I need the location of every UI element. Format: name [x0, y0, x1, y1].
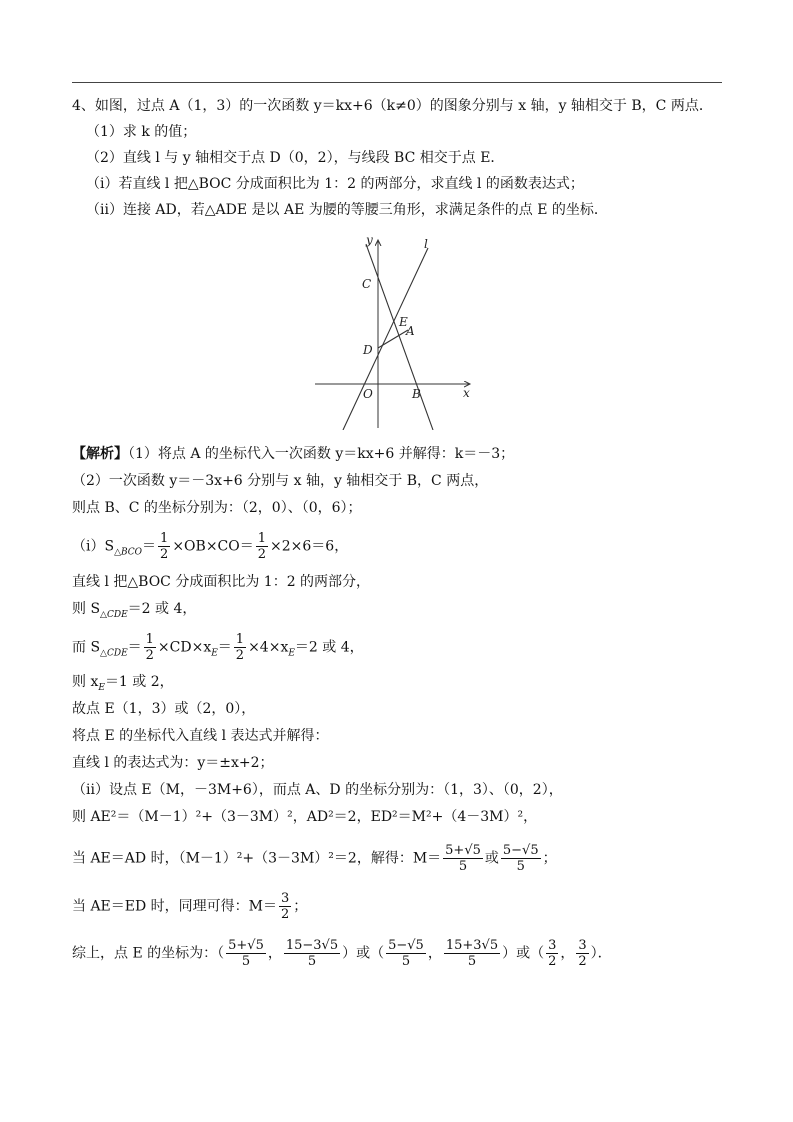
question-2: （2）直线 l 与 y 轴相交于点 D（0，2），与线段 BC 相交于点 E．: [86, 150, 505, 166]
header-rule: [72, 82, 722, 83]
problem-stem: 4、如图，过点 A（1，3）的一次函数 y＝kx+6（k≠0）的图象分别与 x 轴，y 轴相交于 B，C 两点．: [72, 98, 713, 114]
solution-line-5: 直线 l 把△BOC 分成面积比为 1：2 的两部分，: [72, 574, 371, 590]
solution-line-16: 综上，点 E 的坐标为：（ $\frac{5+√5}{5}$ ， $\frac{15-3√5}{5}$ ）或（ $\frac{5-√5}{5}$ ， $\frac{15+3√5}{5}$ ）或（ $\frac{3}{2}$ ， $\frac{3}{2}$ ）．: [72, 938, 612, 969]
segment-ad: [378, 330, 408, 348]
line-l: [343, 248, 428, 430]
solution-line-6: 则 $S_{\triangle CDE}=2$ 或 4，: [72, 601, 197, 620]
fraction: $\frac{5+√5}{5}$: [228, 938, 264, 969]
fraction: $\frac{5-√5}{5}$: [388, 938, 424, 969]
solution-line-12: （ii）设点 E（M，－3M+6），而点 A、D 的坐标分别为：（1，3）、（0，2），: [72, 782, 563, 798]
fraction: $\frac{15-3√5}{5}$: [285, 938, 339, 969]
fraction: $\frac{1}{2}$: [160, 531, 169, 562]
solution-header: 【解析】: [72, 446, 128, 462]
solution-line-10: 将点 E 的坐标代入直线 l 表达式并解得：: [72, 728, 329, 744]
label-y: y: [366, 233, 373, 247]
fraction: $\frac{3}{2}$: [548, 938, 557, 969]
coordinate-figure: [300, 230, 490, 430]
fraction: $\frac{15+3√5}{5}$: [445, 938, 499, 969]
label-c: C: [362, 277, 372, 291]
solution-line-4: $(i)S_{\triangle BCO}=$ $\frac{1}{2}$ ×OB×CO＝ $\frac{1}{2}$ ×2×6＝6，: [72, 531, 349, 562]
label-l: l: [424, 237, 428, 251]
solution-line-11: 直线 l 的表达式为：y＝±x+2；: [72, 755, 274, 771]
fraction: $\frac{1}{2}$: [257, 531, 267, 562]
label-o: O: [363, 387, 373, 401]
solution-line-14: 当 AE＝AD 时，（M－1）²+（3－3M）²＝2，解得：M＝ $\frac{5+√5}{5}$ 或 $\frac{5-√5}{5}$ ；: [72, 843, 557, 874]
question-2-ii: （ii）连接 AD，若△ADE 是以 AE 为腰的等腰三角形，求满足条件的点 E 的坐标．: [86, 202, 608, 218]
solution-line-2: （2）一次函数 y＝－3x+6 分别与 x 轴，y 轴相交于 B，C 两点，: [72, 473, 489, 489]
label-e: E: [399, 315, 408, 329]
label-b: B: [412, 387, 421, 401]
solution-line-15: 当 AE＝ED 时，同理可得：M＝ $\frac{3}{2}$ ；: [72, 891, 308, 922]
solution-line-13: 则 AE²＝（M－1）²+（3－3M）²，AD²＝2，ED²＝M²+（4－3M）²，: [72, 809, 538, 825]
question-1: （1）求 k 的值；: [86, 124, 197, 140]
fraction: $\frac{3}{2}$: [281, 891, 290, 922]
solution-line-1: 【解析】（1）将点 A 的坐标代入一次函数 y＝kx+6 并解得：k＝－3；: [72, 446, 515, 462]
solution-line-3: 则点 B、C 的坐标分别为：（2，0）、（0，6）；: [72, 500, 362, 516]
fraction: $\frac{5+√5}{5}$: [445, 843, 481, 874]
label-a: A: [406, 324, 415, 338]
label-x: x: [463, 386, 470, 400]
question-2-i: （i）若直线 l 把△BOC 分成面积比为 1：2 的两部分，求直线 l 的函数表达式；: [86, 176, 584, 192]
fraction: $\frac{1}{2}$: [235, 632, 245, 663]
fraction: $\frac{3}{2}$: [578, 938, 587, 969]
label-d: D: [363, 343, 373, 357]
solution-line-9: 故点 E（1，3）或（2，0），: [72, 701, 256, 717]
fraction: $\frac{5-√5}{5}$: [502, 843, 539, 874]
line-bc: [366, 244, 433, 430]
solution-line-7: 而 $S_{\triangle CDE}=$ $\frac{1}{2}$ $\times CD\times x_E=$ $\frac{1}{2}$ $\times 4\times x_E=2$ 或 4，: [72, 632, 364, 663]
solution-line-8: 则 $x_E=1$ 或 2，: [72, 674, 174, 693]
fraction: $\frac{1}{2}$: [145, 632, 154, 663]
